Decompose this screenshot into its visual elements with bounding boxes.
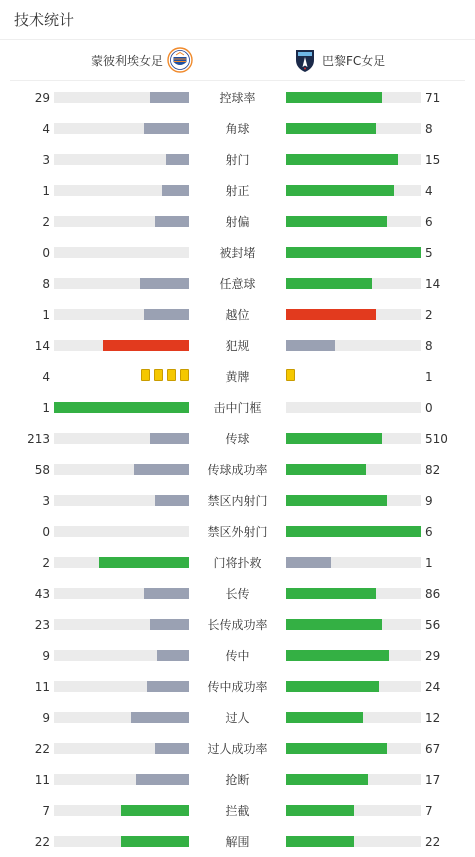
- away-value: 15: [425, 153, 441, 167]
- stats-list: [0, 82, 475, 857]
- home-bar-fill: [121, 836, 189, 847]
- home-bar-fill: [150, 433, 189, 444]
- away-bar-fill: [286, 309, 376, 320]
- home-bar: [54, 805, 189, 816]
- home-bar: [54, 402, 189, 413]
- home-team-name: 蒙彼利埃女足: [90, 53, 163, 68]
- stat-row: [0, 609, 475, 640]
- away-bar: [286, 309, 421, 320]
- stat-row: [0, 578, 475, 609]
- home-value: 2: [42, 215, 50, 229]
- stat-label: 长传成功率: [207, 618, 268, 632]
- away-bar: [286, 557, 421, 568]
- stat-row: [0, 113, 475, 144]
- home-bar-fill: [136, 774, 189, 785]
- away-bar: [286, 712, 421, 723]
- away-team[interactable]: [292, 40, 385, 80]
- home-bar-fill: [99, 557, 189, 568]
- stat-label: 门将扑救: [213, 556, 262, 570]
- away-bar: [286, 340, 421, 351]
- home-bar-fill: [134, 464, 189, 475]
- away-value: 12: [425, 711, 441, 725]
- away-bar: [286, 92, 421, 103]
- stat-label: 传中: [225, 649, 250, 663]
- home-value: 22: [34, 835, 50, 849]
- stat-row: [0, 795, 475, 826]
- home-value: 4: [42, 370, 50, 384]
- home-bar: [54, 743, 189, 754]
- home-team[interactable]: [91, 40, 193, 80]
- home-value: 11: [34, 773, 50, 787]
- home-value: 58: [34, 463, 50, 477]
- away-bar: [286, 247, 421, 258]
- away-bar: [286, 526, 421, 537]
- away-bar: [286, 433, 421, 444]
- away-bar-fill: [286, 557, 331, 568]
- stat-row: [0, 175, 475, 206]
- away-bar-fill: [286, 278, 372, 289]
- stat-label: 拦截: [225, 804, 250, 818]
- away-bar: [286, 588, 421, 599]
- away-bar: [286, 805, 421, 816]
- yellow-card-icon: [141, 369, 150, 381]
- away-value: 9: [425, 494, 433, 508]
- stat-row: [0, 733, 475, 764]
- away-value: 2: [425, 308, 433, 322]
- stat-label: 传球成功率: [207, 463, 268, 477]
- home-bar: [54, 464, 189, 475]
- home-bar: [54, 92, 189, 103]
- stat-row: [0, 454, 475, 485]
- away-value: 8: [425, 339, 433, 353]
- away-value: 24: [425, 680, 441, 694]
- home-bar: [54, 154, 189, 165]
- home-value: 7: [42, 804, 50, 818]
- away-bar-fill: [286, 650, 389, 661]
- away-value: 22: [425, 835, 441, 849]
- home-bar-fill: [162, 185, 189, 196]
- stat-row: [0, 268, 475, 299]
- home-value: 2: [42, 556, 50, 570]
- away-bar-fill: [286, 774, 368, 785]
- away-value: 17: [425, 773, 441, 787]
- home-value: 1: [42, 401, 50, 415]
- home-bar-fill: [54, 402, 189, 413]
- stat-row: [0, 640, 475, 671]
- stat-row: [0, 547, 475, 578]
- stat-label: 传球: [225, 432, 250, 446]
- home-bar: [54, 712, 189, 723]
- stat-label: 抢断: [225, 773, 250, 787]
- away-value: 1: [425, 370, 433, 384]
- home-value: 22: [34, 742, 50, 756]
- home-bar: [54, 495, 189, 506]
- home-bar-fill: [144, 309, 189, 320]
- home-bar: [54, 526, 189, 537]
- home-bar: [54, 340, 189, 351]
- away-value: 0: [425, 401, 433, 415]
- stat-row: [0, 206, 475, 237]
- away-bar: [286, 464, 421, 475]
- away-bar-fill: [286, 619, 382, 630]
- home-bar-fill: [155, 216, 189, 227]
- page-title: 技术统计: [14, 11, 75, 29]
- away-bar: [286, 154, 421, 165]
- home-bar-fill: [103, 340, 189, 351]
- team-header: [10, 40, 465, 81]
- home-bar-fill: [150, 619, 189, 630]
- away-bar: [286, 185, 421, 196]
- away-bar-fill: [286, 92, 382, 103]
- away-bar-fill: [286, 433, 382, 444]
- away-bar-fill: [286, 464, 366, 475]
- home-value: 1: [42, 184, 50, 198]
- stat-label: 长传: [225, 587, 250, 601]
- page-header: [0, 0, 475, 40]
- away-value: 7: [425, 804, 433, 818]
- away-bar-fill: [286, 154, 398, 165]
- stat-row: [0, 826, 475, 857]
- stat-label: 黄牌: [225, 370, 250, 384]
- home-value: 11: [34, 680, 50, 694]
- home-bar: [54, 681, 189, 692]
- home-value: 29: [34, 91, 50, 105]
- away-bar: [286, 123, 421, 134]
- home-bar-fill: [147, 681, 189, 692]
- away-bar-fill: [286, 185, 394, 196]
- stat-label: 射偏: [225, 215, 250, 229]
- away-cards: [286, 369, 421, 383]
- home-value: 9: [42, 711, 50, 725]
- away-bar: [286, 278, 421, 289]
- away-value: 14: [425, 277, 441, 291]
- stat-row: [0, 423, 475, 454]
- away-bar: [286, 836, 421, 847]
- home-value: 213: [27, 432, 50, 446]
- home-bar-fill: [150, 92, 189, 103]
- away-bar-fill: [286, 805, 354, 816]
- stat-label: 越位: [225, 308, 250, 322]
- home-bar: [54, 123, 189, 134]
- away-value: 71: [425, 91, 441, 105]
- stat-label: 过人成功率: [207, 742, 268, 756]
- away-bar-fill: [286, 495, 387, 506]
- yellow-card-icon: [180, 369, 189, 381]
- away-bar-fill: [286, 681, 379, 692]
- home-value: 14: [34, 339, 50, 353]
- away-bar-fill: [286, 526, 421, 537]
- stat-label: 击中门框: [213, 401, 262, 415]
- home-bar: [54, 278, 189, 289]
- stat-row: [0, 361, 475, 392]
- away-bar-fill: [286, 247, 421, 258]
- away-value: 29: [425, 649, 441, 663]
- home-value: 23: [34, 618, 50, 632]
- home-cards: [54, 369, 189, 383]
- stat-row: [0, 237, 475, 268]
- home-bar-fill: [140, 278, 189, 289]
- away-team-name: 巴黎FC女足: [322, 53, 386, 68]
- home-bar-fill: [144, 123, 189, 134]
- away-bar-fill: [286, 340, 335, 351]
- home-bar: [54, 247, 189, 258]
- stat-row: [0, 702, 475, 733]
- away-bar-fill: [286, 216, 387, 227]
- home-value: 0: [42, 246, 50, 260]
- home-value: 8: [42, 277, 50, 291]
- home-bar-fill: [131, 712, 189, 723]
- stat-row: [0, 764, 475, 795]
- home-bar-fill: [166, 154, 189, 165]
- away-bar: [286, 681, 421, 692]
- away-value: 8: [425, 122, 433, 136]
- yellow-card-icon: [286, 369, 295, 381]
- away-bar: [286, 495, 421, 506]
- stat-label: 任意球: [219, 277, 256, 291]
- away-bar-fill: [286, 123, 376, 134]
- away-bar-fill: [286, 836, 354, 847]
- stat-label: 传中成功率: [207, 680, 268, 694]
- stat-row: [0, 671, 475, 702]
- stat-row: [0, 516, 475, 547]
- away-value: 5: [425, 246, 433, 260]
- stat-row: [0, 82, 475, 113]
- away-bar-fill: [286, 588, 376, 599]
- away-value: 4: [425, 184, 433, 198]
- stat-label: 角球: [225, 122, 250, 136]
- home-bar: [54, 588, 189, 599]
- away-bar: [286, 619, 421, 630]
- home-bar: [54, 185, 189, 196]
- home-value: 9: [42, 649, 50, 663]
- stat-label: 禁区外射门: [207, 525, 268, 539]
- home-bar-fill: [157, 650, 189, 661]
- stat-label: 射正: [225, 184, 250, 198]
- home-bar: [54, 836, 189, 847]
- stat-row: [0, 392, 475, 423]
- away-value: 82: [425, 463, 441, 477]
- away-value: 67: [425, 742, 441, 756]
- home-bar: [54, 619, 189, 630]
- home-bar: [54, 309, 189, 320]
- away-value: 510: [425, 432, 448, 446]
- home-value: 3: [42, 494, 50, 508]
- away-bar: [286, 216, 421, 227]
- home-bar-fill: [155, 743, 189, 754]
- away-value: 6: [425, 525, 433, 539]
- home-bar: [54, 774, 189, 785]
- home-bar: [54, 433, 189, 444]
- home-value: 3: [42, 153, 50, 167]
- yellow-card-icon: [154, 369, 163, 381]
- home-bar-fill: [121, 805, 189, 816]
- stat-label: 控球率: [219, 91, 256, 105]
- stat-label: 禁区内射门: [207, 494, 268, 508]
- home-bar: [54, 216, 189, 227]
- away-value: 86: [425, 587, 441, 601]
- home-value: 0: [42, 525, 50, 539]
- yellow-card-icon: [167, 369, 176, 381]
- stat-row: [0, 144, 475, 175]
- away-bar: [286, 743, 421, 754]
- stat-label: 射门: [225, 153, 250, 167]
- stat-row: [0, 330, 475, 361]
- paris-fc-crest-icon: [292, 47, 318, 73]
- stat-label: 过人: [225, 711, 250, 725]
- home-bar: [54, 650, 189, 661]
- stat-label: 犯规: [225, 339, 250, 353]
- stat-row: [0, 485, 475, 516]
- away-value: 6: [425, 215, 433, 229]
- away-value: 1: [425, 556, 433, 570]
- home-value: 4: [42, 122, 50, 136]
- stat-row: [0, 299, 475, 330]
- away-bar: [286, 774, 421, 785]
- stat-label: 被封堵: [219, 246, 256, 260]
- home-value: 43: [34, 587, 50, 601]
- away-bar: [286, 402, 421, 413]
- home-bar: [54, 557, 189, 568]
- away-bar-fill: [286, 743, 387, 754]
- home-bar-fill: [155, 495, 189, 506]
- stat-label: 解围: [225, 835, 250, 849]
- montpellier-crest-icon: [167, 47, 193, 73]
- home-value: 1: [42, 308, 50, 322]
- away-bar-fill: [286, 712, 363, 723]
- away-value: 56: [425, 618, 441, 632]
- home-bar-fill: [144, 588, 189, 599]
- away-bar: [286, 650, 421, 661]
